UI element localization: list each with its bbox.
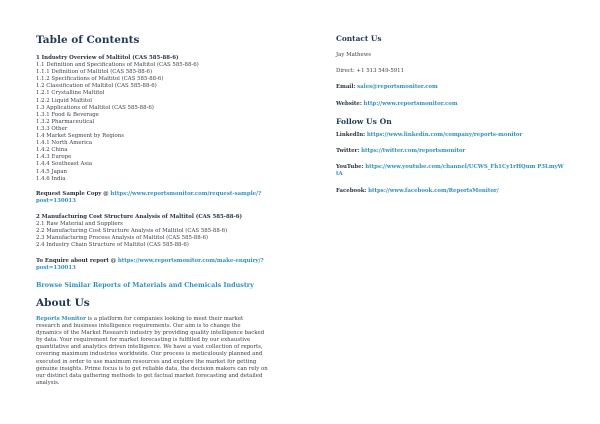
website-link[interactable]: http://www.reportsmonitor.com bbox=[363, 100, 458, 107]
toc-item: 1.4.3 Europe bbox=[36, 154, 72, 161]
email-label: Email: bbox=[336, 84, 356, 91]
toc-item: 1.4.1 North America bbox=[36, 140, 93, 147]
twitter-label: Twitter: bbox=[336, 148, 360, 155]
request-sample-label: Request Sample Copy @ bbox=[36, 190, 109, 197]
follow-title: Follow Us On bbox=[336, 116, 392, 126]
toc-item: 1.3 Applications of Maltitol (CAS 585-88-6) bbox=[36, 104, 154, 111]
toc-item: 1.4.6 India bbox=[36, 175, 66, 182]
toc-item: 1.3.3 Other bbox=[36, 125, 68, 132]
toc-item: 1.4 Market Segment by Regions bbox=[36, 133, 125, 140]
toc-item: 1.2 Classification of Maltitol (CAS 585-88-6) bbox=[36, 83, 157, 90]
website-label: Website: bbox=[336, 100, 362, 107]
toc-item: 1.3.1 Food & Beverage bbox=[36, 111, 99, 118]
browse-similar-link[interactable]: Browse Similar Reports of Materials and Chemicals Industry bbox=[36, 280, 254, 289]
toc-item: 2.2 Manufacturing Cost Structure Analysis of Maltitol (CAS 585-88-6) bbox=[36, 228, 228, 235]
youtube-label: YouTube: bbox=[336, 164, 364, 171]
linkedin-link[interactable]: https://www.linkedin.com/company/reports-monitor bbox=[366, 131, 523, 138]
contact-email bbox=[336, 84, 566, 91]
direct-label: Direct: bbox=[336, 68, 355, 75]
email-link[interactable]: sales@reportsmonitor.com bbox=[357, 84, 438, 91]
youtube-link[interactable]: https://www.youtube.com/channel/UCWS_Fh1Cy1rHQum P3LmyWtA bbox=[336, 164, 564, 178]
toc-item: 1.4.4 Southeast Asia bbox=[36, 161, 93, 168]
linkedin-label: LinkedIn: bbox=[336, 131, 366, 138]
request-sample bbox=[36, 191, 268, 205]
follow-twitter bbox=[336, 148, 566, 155]
toc-item: 1.1.2 Specifications of Maltitol (CAS 585-88-6) bbox=[36, 76, 164, 83]
enquire-report bbox=[36, 258, 268, 272]
follow-linkedin bbox=[336, 132, 566, 139]
toc-title: Table of Contents bbox=[36, 34, 140, 46]
facebook-link[interactable]: https://www.facebook.com/ReportsMonitor/ bbox=[368, 187, 499, 194]
toc-item: 1.1 Definition and Specifications of Maltitol (CAS 585-88-6) bbox=[36, 62, 199, 69]
toc-section1-heading: 1 Industry Overview of Maltitol (CAS 585-88-6) bbox=[36, 55, 179, 61]
facebook-label: Facebook: bbox=[336, 187, 367, 194]
left-column bbox=[36, 34, 268, 387]
toc-section2-list bbox=[36, 221, 268, 249]
follow-youtube bbox=[336, 164, 566, 178]
toc-item: 1.1.1 Definition of Maltitol (CAS 585-88-6) bbox=[36, 69, 153, 76]
toc-item: 2.3 Manufacturing Process Analysis of Maltitol (CAS 585-88-6) bbox=[36, 235, 208, 242]
contact-website bbox=[336, 101, 566, 108]
enquire-label: To Enquire about report @ bbox=[36, 257, 117, 264]
toc-section2-heading: 2 Manufacturing Cost Structure Analysis of Maltitol (CAS 585-88-6) bbox=[36, 214, 243, 221]
toc-item: 1.4.5 Japan bbox=[36, 168, 67, 175]
toc-item: 1.2.1 Crystalline Maltitol bbox=[36, 90, 105, 97]
about-title: About Us bbox=[36, 296, 90, 309]
contact-title: Contact Us bbox=[336, 34, 382, 43]
follow-facebook bbox=[336, 188, 566, 195]
toc-item: 2.1 Raw Material and Suppliers bbox=[36, 221, 123, 228]
contact-direct bbox=[336, 68, 566, 75]
request-sample-link[interactable]: https://www.reportsmonitor.com/request-sample/?post=130013 bbox=[36, 190, 262, 204]
toc-section1-list bbox=[36, 62, 268, 183]
toc-item: 1.4.2 China bbox=[36, 147, 68, 154]
toc-item: 2.4 Industry Chain Structure of Maltitol (CAS 585-88-6) bbox=[36, 242, 189, 249]
about-brand-link[interactable]: Reports Monitor bbox=[36, 315, 86, 322]
contact-name: Jay Mathews bbox=[336, 52, 372, 58]
about-body bbox=[36, 316, 268, 387]
twitter-link[interactable]: https://twitter.com/reportsmonitor bbox=[361, 148, 466, 155]
toc-item: 1.2.2 Liquid Maltitol bbox=[36, 97, 93, 104]
direct-value: +1 513 549-5911 bbox=[356, 68, 405, 75]
enquire-link[interactable]: https://www.reportsmonitor.com/make-enquiry/?post=130013 bbox=[36, 257, 264, 271]
toc-item: 1.3.2 Pharmaceutical bbox=[36, 118, 95, 125]
about-text: is a platform for companies looking to meet their market research and business intelligence requirements. Our aim is to change the dynamics of the Market Research industry by providing quality intelligence backed by data. Your requirement for market forecasting is fulfilled by our exhaustive quantitative and analytics driven intelligence. We have a vast collection of reports, covering maximum industries worldwide. Our process is meticulously planned and executed in order to use maximum resources and explore the market for getting genuine insights. Prime focus is to get reliable data, the decision makers can rely on our distinct data gathering methods to get factual market forecasting and detailed analysis. bbox=[36, 315, 268, 386]
right-column bbox=[336, 34, 566, 195]
